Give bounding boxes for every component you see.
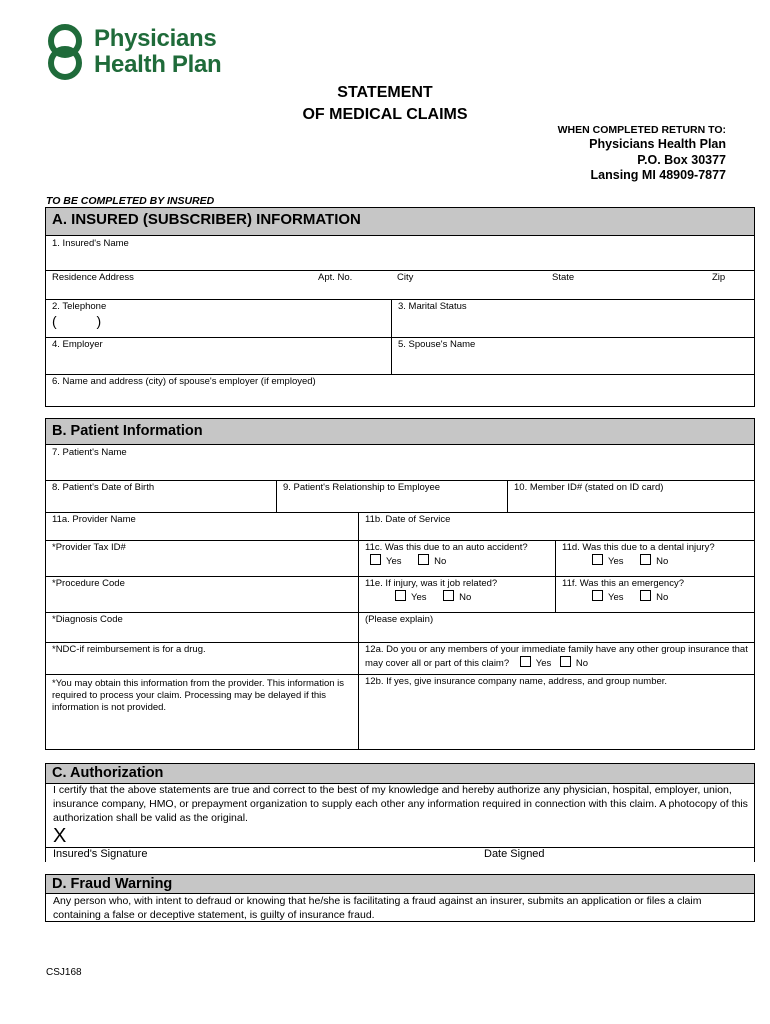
emergency-yes-label: Yes bbox=[608, 592, 624, 603]
other-ins-no-label: No bbox=[575, 658, 589, 669]
return-line-1: Physicians Health Plan bbox=[589, 137, 726, 151]
phone-open-paren: ( bbox=[52, 313, 57, 329]
apt-no-field[interactable]: Apt. No. bbox=[318, 272, 353, 283]
provider-name-field[interactable]: 11a. Provider Name bbox=[52, 514, 136, 525]
section-d-header: D. Fraud Warning bbox=[46, 875, 754, 894]
logo-line-2: Health Plan bbox=[94, 51, 222, 78]
fraud-warning-text: Any person who, with intent to defraud or knowing that he/she is facilitating a fraud against an insurer, submits an application or files a claim containing a false or deceptive statement, is guilty of insurance fraud. bbox=[53, 895, 702, 921]
relationship-field[interactable]: 9. Patient's Relationship to Employee bbox=[283, 482, 441, 493]
auto-yes-checkbox[interactable] bbox=[370, 554, 381, 565]
other-ins-yes-label: Yes bbox=[535, 658, 552, 669]
return-line-3: Lansing MI 48909-7877 bbox=[590, 168, 726, 182]
patient-dob-field[interactable]: 8. Patient's Date of Birth bbox=[52, 482, 155, 493]
auto-no-checkbox[interactable] bbox=[418, 554, 429, 565]
emergency-yes-checkbox[interactable] bbox=[592, 590, 603, 601]
provider-info-note: *You may obtain this information from the provider. This information is required to process your claim. Processing may be delayed if this information is not provided. bbox=[52, 678, 345, 713]
interlocking-rings-icon bbox=[45, 22, 85, 82]
auto-no-label: No bbox=[434, 556, 447, 567]
dental-yes-checkbox[interactable] bbox=[592, 554, 603, 565]
logo-wordmark bbox=[94, 26, 221, 78]
section-a bbox=[45, 207, 755, 407]
marital-status-field[interactable]: 3. Marital Status bbox=[398, 301, 467, 312]
member-id-field[interactable]: 10. Member ID# (stated on ID card) bbox=[514, 482, 664, 493]
phone-close-paren: ) bbox=[96, 313, 102, 329]
section-b-header: B. Patient Information bbox=[46, 419, 754, 445]
form-code: CSJ168 bbox=[46, 967, 82, 978]
return-address bbox=[558, 123, 726, 184]
other-ins-no-checkbox[interactable] bbox=[560, 656, 571, 667]
signature-x-mark: X bbox=[53, 825, 67, 847]
job-related-question bbox=[359, 576, 554, 612]
job-no-label: No bbox=[459, 592, 472, 603]
job-no-checkbox[interactable] bbox=[443, 590, 454, 601]
return-line-2: P.O. Box 30377 bbox=[637, 152, 726, 167]
section-c-header: C. Authorization bbox=[46, 764, 754, 784]
authorization-text: I certify that the above statements are true and correct to the best of my knowledge and hereby authorize any physician, hospital, employer, union, insurance company, HMO, or prepayment organization to supply each other any information required in connection with this claim. A photocopy of this authorization shall be valid as the original. bbox=[53, 784, 748, 824]
other-ins-yes-checkbox[interactable] bbox=[520, 656, 531, 667]
section-a-header: A. INSURED (SUBSCRIBER) INFORMATION bbox=[46, 208, 754, 236]
dental-no-checkbox[interactable] bbox=[640, 554, 651, 565]
emergency-label: 11f. Was this an emergency? bbox=[562, 578, 684, 589]
section-b bbox=[45, 418, 755, 750]
dental-yes-label: Yes bbox=[608, 556, 624, 567]
logo-line-1: Physicians bbox=[94, 25, 217, 52]
section-d bbox=[45, 874, 755, 922]
residence-address-field[interactable]: Residence Address bbox=[52, 272, 134, 283]
section-c bbox=[45, 763, 755, 862]
zip-field[interactable]: Zip bbox=[712, 272, 726, 283]
insured-name-field[interactable]: 1. Insured's Name bbox=[52, 238, 129, 249]
dental-injury-question bbox=[556, 540, 754, 576]
please-explain-field[interactable]: (Please explain) bbox=[365, 614, 434, 625]
auto-accident-question bbox=[359, 540, 554, 576]
other-insurance-label: 12a. Do you or any members of your immediate family have any other group insurance that may cover all or part of this claim? bbox=[365, 644, 748, 669]
page-title bbox=[270, 82, 500, 126]
return-label: WHEN COMPLETED RETURN TO: bbox=[557, 124, 726, 136]
insured-signature-field[interactable]: Insured's Signature bbox=[53, 848, 148, 860]
ndc-field[interactable]: *NDC-if reimbursement is for a drug. bbox=[52, 644, 206, 655]
telephone-label: 2. Telephone bbox=[52, 301, 107, 312]
city-field[interactable]: City bbox=[397, 272, 414, 283]
other-insurance-detail-field[interactable]: 12b. If yes, give insurance company name, address, and group number. bbox=[365, 676, 668, 687]
employer-field[interactable]: 4. Employer bbox=[52, 339, 103, 350]
date-signed-field[interactable]: Date Signed bbox=[484, 848, 545, 860]
telephone-field[interactable] bbox=[46, 299, 391, 337]
emergency-question bbox=[556, 576, 754, 612]
emergency-no-checkbox[interactable] bbox=[640, 590, 651, 601]
patient-name-field[interactable]: 7. Patient's Name bbox=[52, 447, 127, 458]
diagnosis-code-field[interactable]: *Diagnosis Code bbox=[52, 614, 123, 625]
auto-accident-label: 11c. Was this due to an auto accident? bbox=[365, 542, 528, 553]
title-line-2: OF MEDICAL CLAIMS bbox=[302, 106, 468, 123]
job-yes-label: Yes bbox=[411, 592, 427, 603]
insured-note: TO BE COMPLETED BY INSURED bbox=[46, 195, 215, 207]
dental-no-label: No bbox=[656, 556, 669, 567]
job-yes-checkbox[interactable] bbox=[395, 590, 406, 601]
provider-tax-id-field[interactable]: *Provider Tax ID# bbox=[52, 542, 126, 553]
auto-yes-label: Yes bbox=[386, 556, 402, 567]
dental-injury-label: 11d. Was this due to a dental injury? bbox=[562, 542, 715, 553]
procedure-code-field[interactable]: *Procedure Code bbox=[52, 578, 125, 589]
emergency-no-label: No bbox=[656, 592, 669, 603]
spouse-name-field[interactable]: 5. Spouse's Name bbox=[398, 339, 476, 350]
title-line-1: STATEMENT bbox=[337, 84, 433, 101]
state-field[interactable]: State bbox=[552, 272, 575, 283]
other-insurance-question bbox=[359, 642, 754, 674]
job-related-label: 11e. If injury, was it job related? bbox=[365, 578, 498, 589]
spouse-employer-field[interactable]: 6. Name and address (city) of spouse's employer (if employed) bbox=[52, 376, 316, 387]
date-of-service-field[interactable]: 11b. Date of Service bbox=[365, 514, 451, 525]
